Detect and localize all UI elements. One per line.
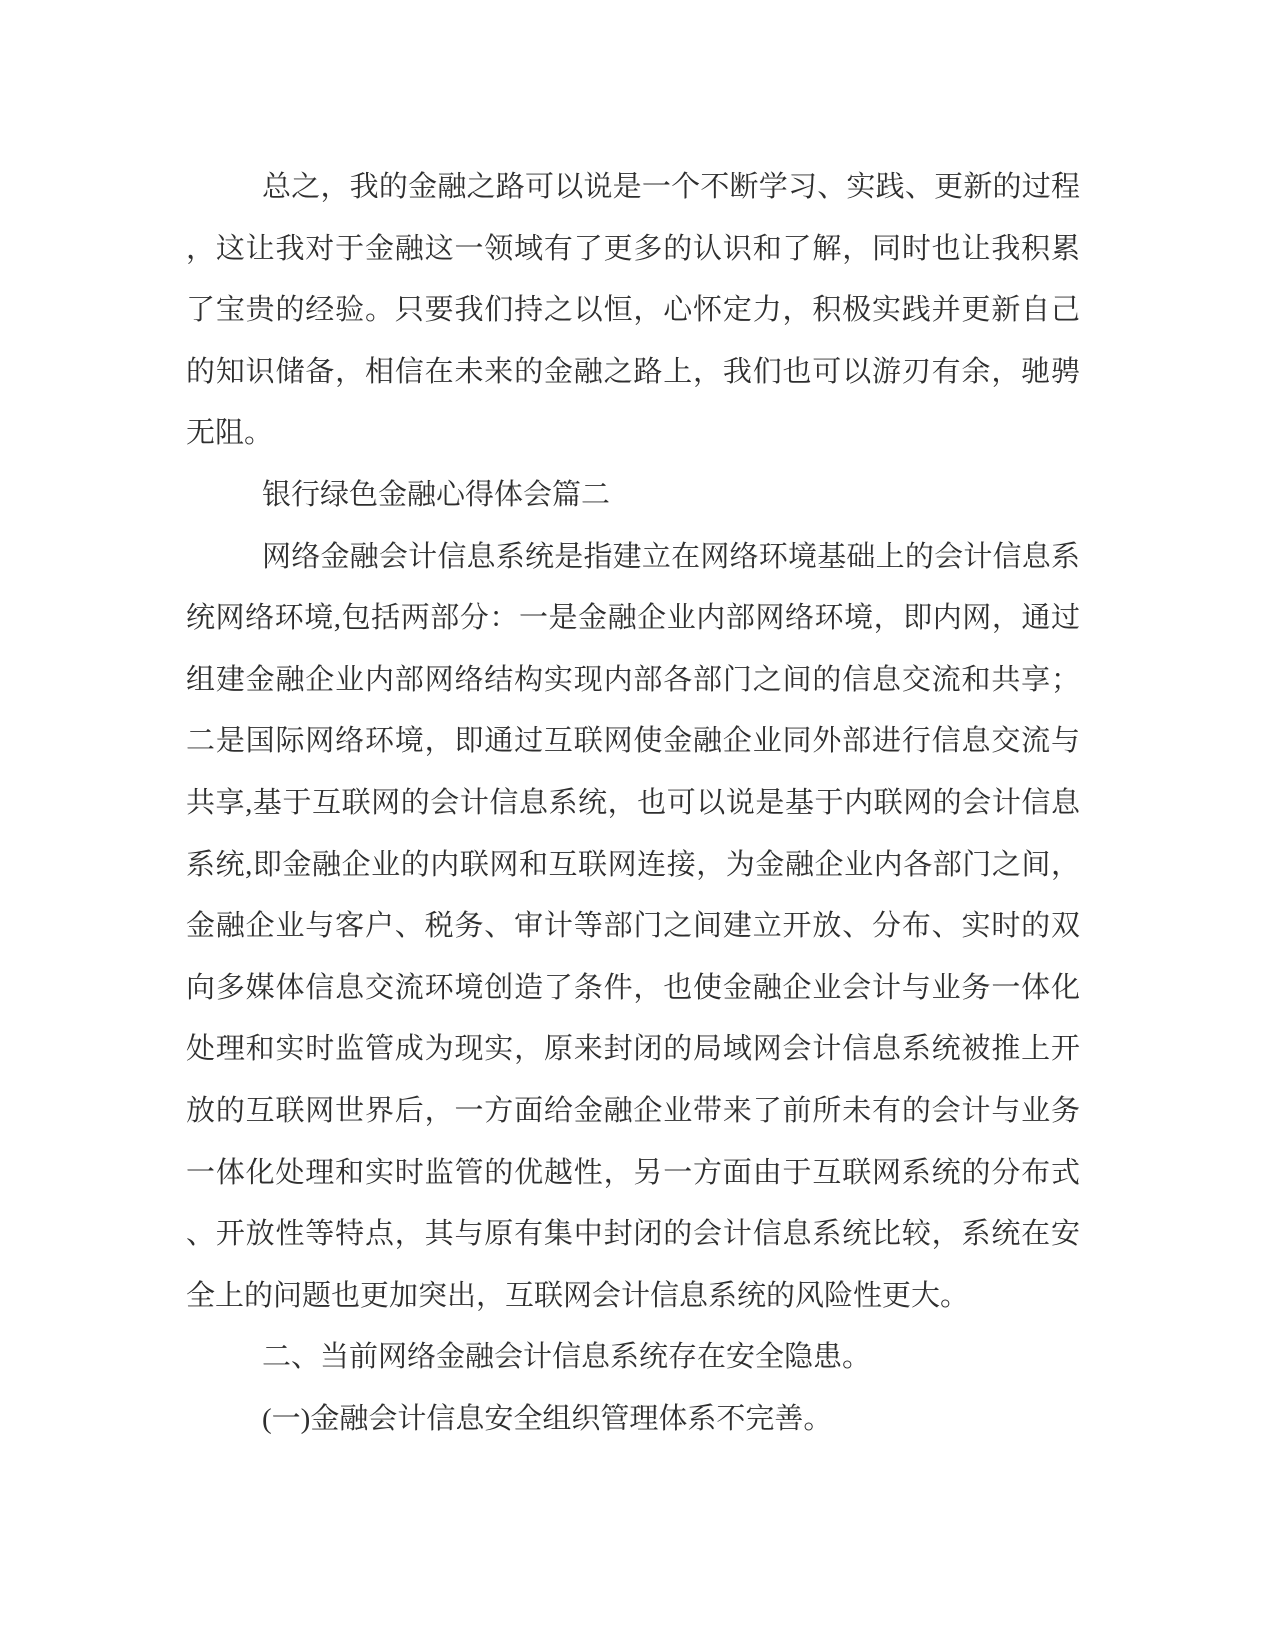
text-line: 处理和实时监管成为现实，原来封闭的局域网会计信息系统被推上开 <box>186 1033 1080 1066</box>
text-line: 二、当前网络金融会计信息系统存在安全隐患。 <box>262 1341 872 1374</box>
text-line: 金融企业与客户、税务、审计等部门之间建立开放、分布、实时的双 <box>186 910 1080 943</box>
text-line: 的知识储备，相信在未来的金融之路上，我们也可以游刃有余，驰骋 <box>186 355 1080 388</box>
text-line: 放的互联网世界后，一方面给金融企业带来了前所未有的会计与业务 <box>186 1094 1080 1127</box>
text-line: 网络金融会计信息系统是指建立在网络环境基础上的会计信息系 <box>262 540 1080 573</box>
text-line: ，这让我对于金融这一领域有了更多的认识和了解，同时也让我积累 <box>186 232 1080 265</box>
text-line: 银行绿色金融心得体会篇二 <box>262 478 611 511</box>
text-line: 、开放性等特点，其与原有集中封闭的会计信息系统比较，系统在安 <box>186 1218 1080 1251</box>
text-line: 全上的问题也更加突出，互联网会计信息系统的风险性更大。 <box>186 1279 970 1312</box>
text-line: 了宝贵的经验。只要我们持之以恒，心怀定力，积极实践并更新自己 <box>186 294 1080 327</box>
text-line: 统网络环境,包括两部分：一是金融企业内部网络环境，即内网，通过 <box>186 602 1080 635</box>
text-line: (一)金融会计信息安全组织管理体系不完善。 <box>262 1402 833 1435</box>
text-line: 组建金融企业内部网络结构实现内部各部门之间的信息交流和共享； <box>186 663 1080 696</box>
document-text-block <box>186 157 1080 1450</box>
text-line: 二是国际网络环境，即通过互联网使金融企业同外部进行信息交流与 <box>186 725 1080 758</box>
text-line: 总之，我的金融之路可以说是一个不断学习、实践、更新的过程 <box>262 171 1080 203</box>
text-line: 无阻。 <box>186 417 274 450</box>
text-line: 系统,即金融企业的内联网和互联网连接，为金融企业内各部门之间， <box>186 848 1080 881</box>
text-line: 向多媒体信息交流环境创造了条件，也使金融企业会计与业务一体化 <box>186 971 1080 1004</box>
text-line: 一体化处理和实时监管的优越性，另一方面由于互联网系统的分布式 <box>186 1156 1080 1189</box>
text-line: 共享,基于互联网的会计信息系统，也可以说是基于内联网的会计信息 <box>186 786 1080 819</box>
